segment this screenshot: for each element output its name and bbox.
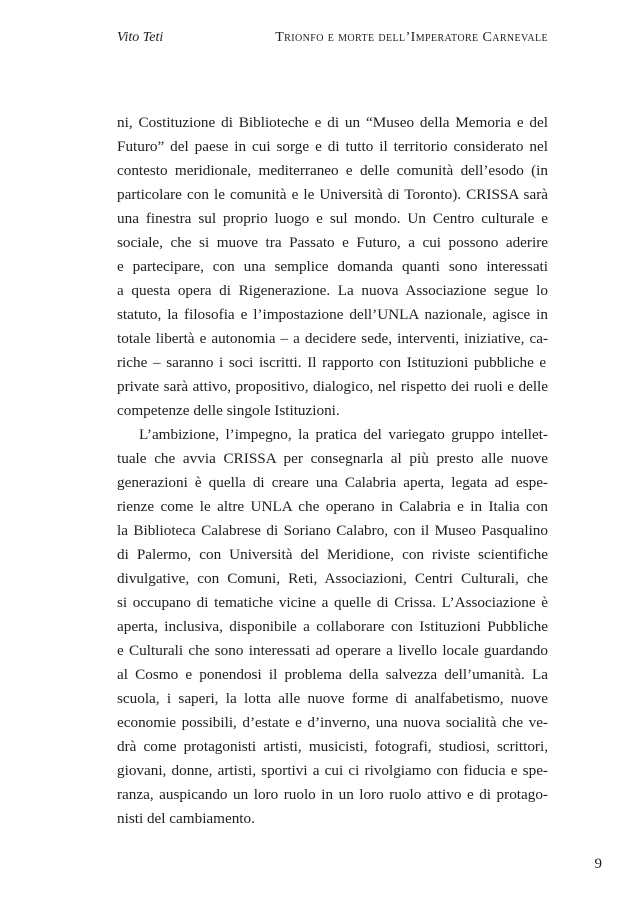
running-header — [117, 30, 548, 52]
text-line: una finestra sul proprio luogo e sul mondo. Un Centro culturale e — [117, 210, 548, 227]
text-line: tuale che avvia CRISSA per consegnarla al più presto alle nuove — [117, 450, 548, 467]
text-line: private sarà attivo, propositivo, dialogico, nel rispetto dei ruoli e delle — [117, 378, 548, 395]
text-line: aperta, inclusiva, disponibile a collaborare con Istituzioni Pubbliche — [117, 618, 548, 635]
text-line: e partecipare, con una semplice domanda quanti sono interessati — [117, 258, 548, 275]
text-line: scuola, i saperi, la lotta alle nuove forme di analfabetismo, nuove — [117, 690, 548, 707]
text-line: ni, Costituzione di Biblioteche e di un “Museo della Memoria e del — [117, 114, 548, 131]
text-line: economie possibili, d’estate e d’inverno, una nuova socialità che ve- — [117, 714, 548, 731]
text-line: statuto, la filosofia e l’impostazione dell’UNLA nazionale, agisce in — [117, 306, 548, 323]
text-line: al Cosmo e ponendosi il problema della salvezza dell’umanità. La — [117, 666, 548, 683]
text-line: a questa opera di Rigenerazione. La nuova Associazione segue lo — [117, 282, 548, 299]
text-line: si occupano di tematiche vicine a quelle di Crissa. L’Associazione è — [117, 594, 548, 611]
text-line: sociale, che si muove tra Passato e Futuro, a cui possono aderire — [117, 234, 548, 251]
text-line: di Palermo, con Università del Meridione, con riviste scientifiche — [117, 546, 548, 563]
text-line: drà come protagonisti artisti, musicisti, fotografi, studiosi, scrittori, — [117, 738, 548, 755]
page-number: 9 — [594, 856, 602, 872]
text-line: totale libertà e autonomia – a decidere sede, interventi, iniziative, ca- — [117, 330, 548, 347]
text-line: ranza, auspicando un loro ruolo in un loro ruolo attivo e di protago- — [117, 786, 548, 803]
text-line: competenze delle singole Istituzioni. — [117, 402, 340, 419]
text-line: rienze come le altre UNLA che operano in Calabria e in Italia con — [117, 498, 548, 515]
body-text — [117, 111, 548, 827]
header-author: Vito Teti — [117, 30, 164, 45]
text-line: L’ambizione, l’impegno, la pratica del variegato gruppo intellet- — [139, 426, 548, 443]
text-line: particolare con le comunità e le Università di Toronto). CRISSA sarà — [117, 186, 548, 203]
text-line: e Culturali che sono interessati ad operare a livello locale guardando — [117, 642, 548, 659]
text-line: divulgative, con Comuni, Reti, Associazioni, Centri Culturali, che — [117, 570, 548, 587]
text-line: Futuro” del paese in cui sorge e di tutto il territorio considerato nel — [117, 138, 548, 155]
text-line: la Biblioteca Calabrese di Soriano Calabro, con il Museo Pasqualino — [117, 522, 548, 539]
text-line: giovani, donne, artisti, sportivi a cui ci rivolgiamo con fiducia e spe- — [117, 762, 548, 779]
text-line: generazioni è quella di creare una Calabria aperta, legata ad espe- — [117, 474, 548, 491]
text-line: riche – saranno i soci iscritti. Il rapporto con Istituzioni pubbliche e — [117, 354, 547, 371]
text-line: contesto meridionale, mediterraneo e delle comunità dell’esodo (in — [117, 162, 548, 179]
text-line: nisti del cambiamento. — [117, 810, 255, 827]
header-title: Trionfo e morte dell’Imperatore Carnevale — [275, 30, 548, 45]
